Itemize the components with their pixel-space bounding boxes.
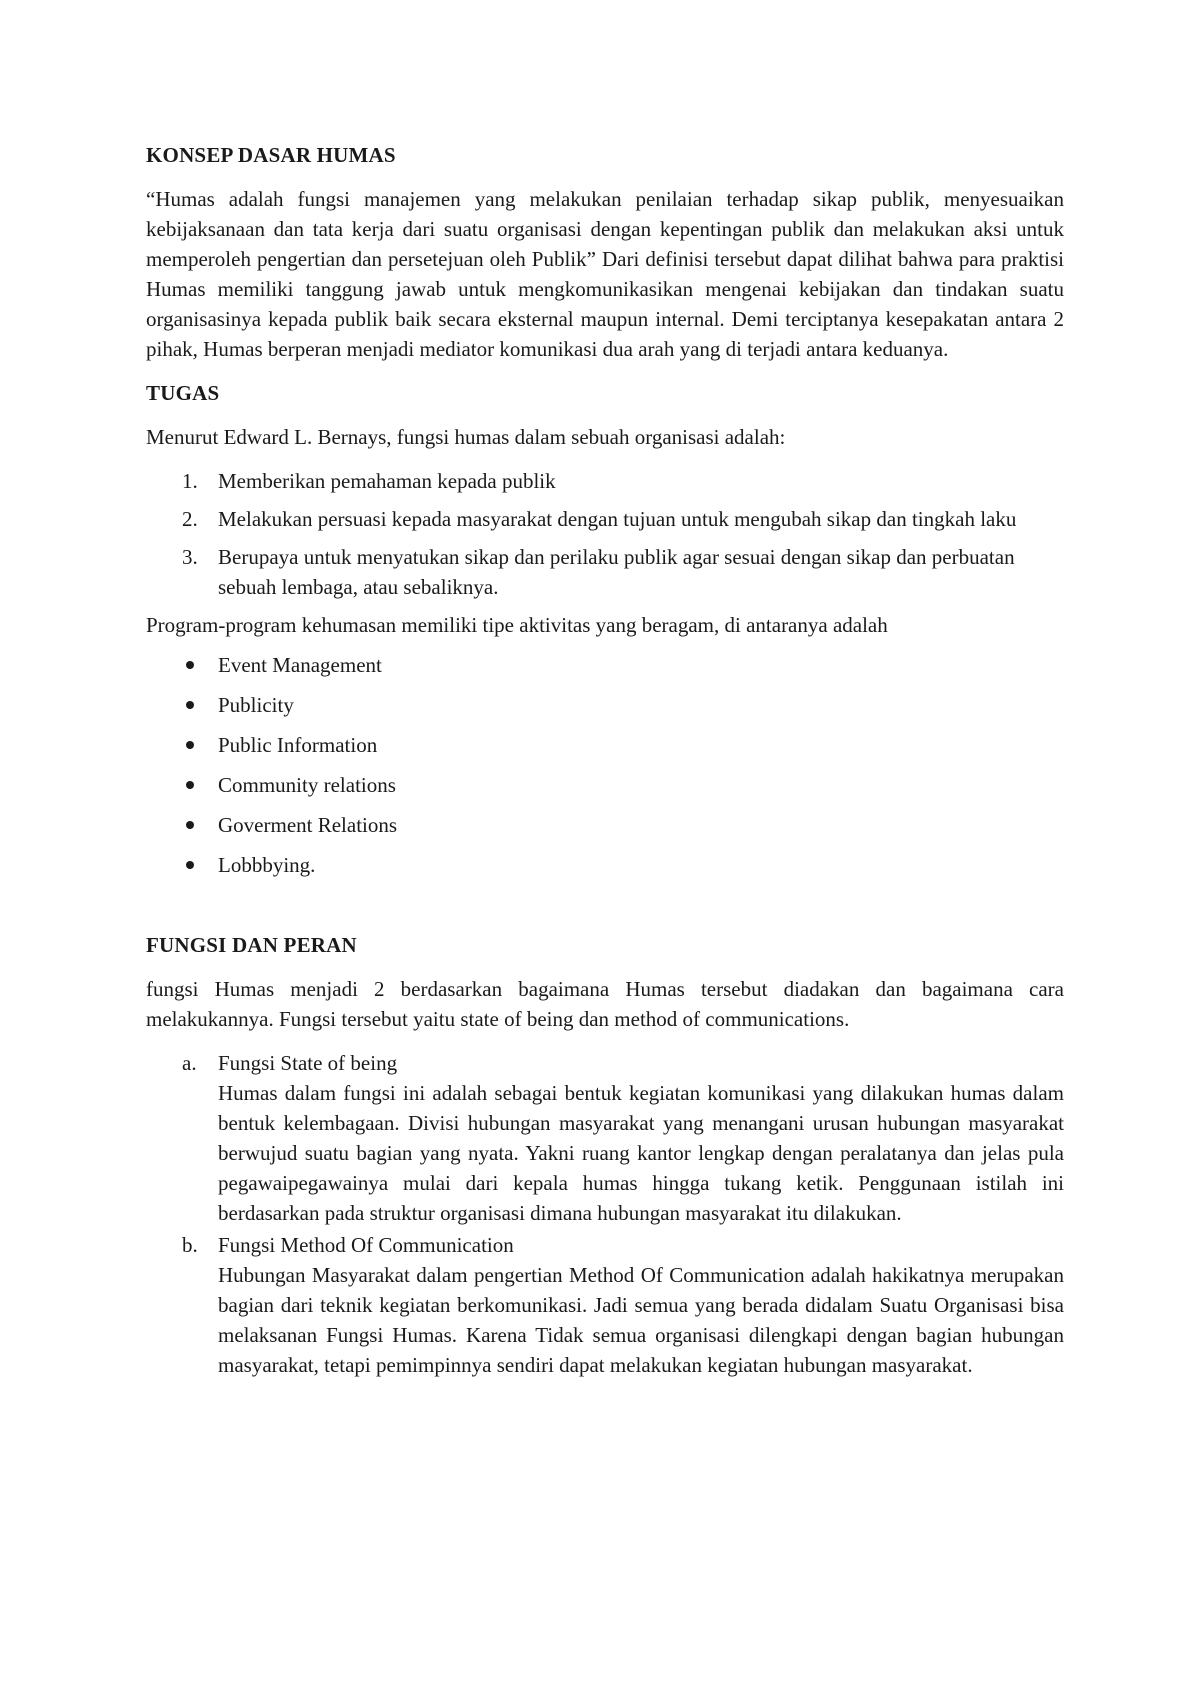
- list-letter: b.: [182, 1233, 198, 1257]
- list-item-text: Publicity: [218, 693, 294, 717]
- list-item: [146, 690, 1064, 720]
- list-item-body: Humas dalam fungsi ini adalah sebagai bentuk kegiatan komunikasi yang dilakukan humas dalam bentuk kelembagaan. Divisi hubungan masyarakat yang menangani urusan hubungan masyarakat berwujud suatu bagian yang nyata. Yakni ruang kantor lengkap dengan peralatanya dan jelas pula pegawaipegawainya mulai dari kepala humas hingga tukang ketik. Penggunaan istilah ini berdasarkan pada struktur organisasi dimana hubungan masyarakat itu dilakukan.: [218, 1081, 1064, 1225]
- list-item: [146, 810, 1064, 840]
- document-page: [146, 140, 1064, 1382]
- heading-konsep-dasar-humas: KONSEP DASAR HUMAS: [146, 143, 396, 167]
- bullet-icon: [186, 661, 194, 669]
- bullet-icon: [186, 861, 194, 869]
- bullet-icon: [186, 821, 194, 829]
- bullet-icon: [186, 741, 194, 749]
- list-item: [146, 730, 1064, 760]
- list-item: [146, 1230, 1064, 1380]
- list-item-text: Community relations: [218, 773, 396, 797]
- konsep-paragraph: “Humas adalah fungsi manajemen yang melakukan penilaian terhadap sikap publik, menyesuaikan kebijaksanaan dan tata kerja dari suatu organisasi dengan kepentingan publik dan melakukan aksi untuk memperoleh pengertian dan persetejuan oleh Publik” Dari definisi tersebut dapat dilihat bahwa para praktisi Humas memiliki tanggung jawab untuk mengkomunikasikan mengenai kebijakan dan tindakan suatu organisasinya kepada publik baik secara eksternal maupun internal. Demi terciptanya kesepakatan antara 2 pihak, Humas berperan menjadi mediator komunikasi dua arah yang di terjadi antara keduanya.: [146, 187, 1064, 361]
- list-item: [146, 650, 1064, 680]
- list-item: [146, 1048, 1064, 1228]
- list-number: 2.: [182, 507, 198, 531]
- list-item-text: Memberikan pemahaman kepada publik: [218, 469, 556, 493]
- tugas-intro: Menurut Edward L. Bernays, fungsi humas dalam sebuah organisasi adalah:: [146, 425, 786, 449]
- tugas-numbered-list: [146, 466, 1064, 602]
- fungsi-intro: fungsi Humas menjadi 2 berdasarkan bagaimana Humas tersebut diadakan dan bagaimana cara melakukannya. Fungsi tersebut yaitu state of being dan method of communications.: [146, 977, 1064, 1031]
- list-item-text: Lobbbying.: [218, 853, 316, 877]
- list-item-title: Fungsi Method Of Communication: [218, 1233, 514, 1257]
- list-item-text: Event Management: [218, 653, 382, 677]
- list-item-body: Hubungan Masyarakat dalam pengertian Method Of Communication adalah hakikatnya merupakan bagian dari teknik kegiatan berkomunikasi. Jadi semua yang berada didalam Suatu Organisasi bisa melaksanan Fungsi Humas. Karena Tidak semua organisasi dilengkapi dengan bagian hubungan masyarakat, tetapi pemimpinnya sendiri dapat melakukan kegiatan hubungan masyarakat.: [218, 1263, 1064, 1377]
- list-item-text: Goverment Relations: [218, 813, 398, 837]
- heading-tugas: TUGAS: [146, 381, 220, 405]
- programs-intro: Program-program kehumasan memiliki tipe aktivitas yang beragam, di antaranya adalah: [146, 613, 888, 637]
- list-item-title: Fungsi State of being: [218, 1051, 398, 1075]
- list-letter: a.: [182, 1051, 197, 1075]
- list-item: [146, 542, 1064, 602]
- list-item: [146, 466, 1064, 496]
- list-item-text: Berupaya untuk menyatukan sikap dan perilaku publik agar sesuai dengan sikap dan perbuatan sebuah lembaga, atau sebaliknya.: [218, 545, 1015, 599]
- list-item: [146, 850, 1064, 880]
- list-item: [146, 770, 1064, 800]
- list-item-text: Melakukan persuasi kepada masyarakat dengan tujuan untuk mengubah sikap dan tingkah laku: [218, 507, 1017, 531]
- heading-fungsi-dan-peran: FUNGSI DAN PERAN: [146, 933, 357, 957]
- list-item: [146, 504, 1064, 534]
- bullet-icon: [186, 781, 194, 789]
- list-number: 1.: [182, 469, 198, 493]
- list-item-text: Public Information: [218, 733, 378, 757]
- bullet-icon: [186, 701, 194, 709]
- fungsi-alpha-list: [146, 1048, 1064, 1380]
- list-number: 3.: [182, 545, 198, 569]
- programs-bullet-list: [146, 650, 1064, 880]
